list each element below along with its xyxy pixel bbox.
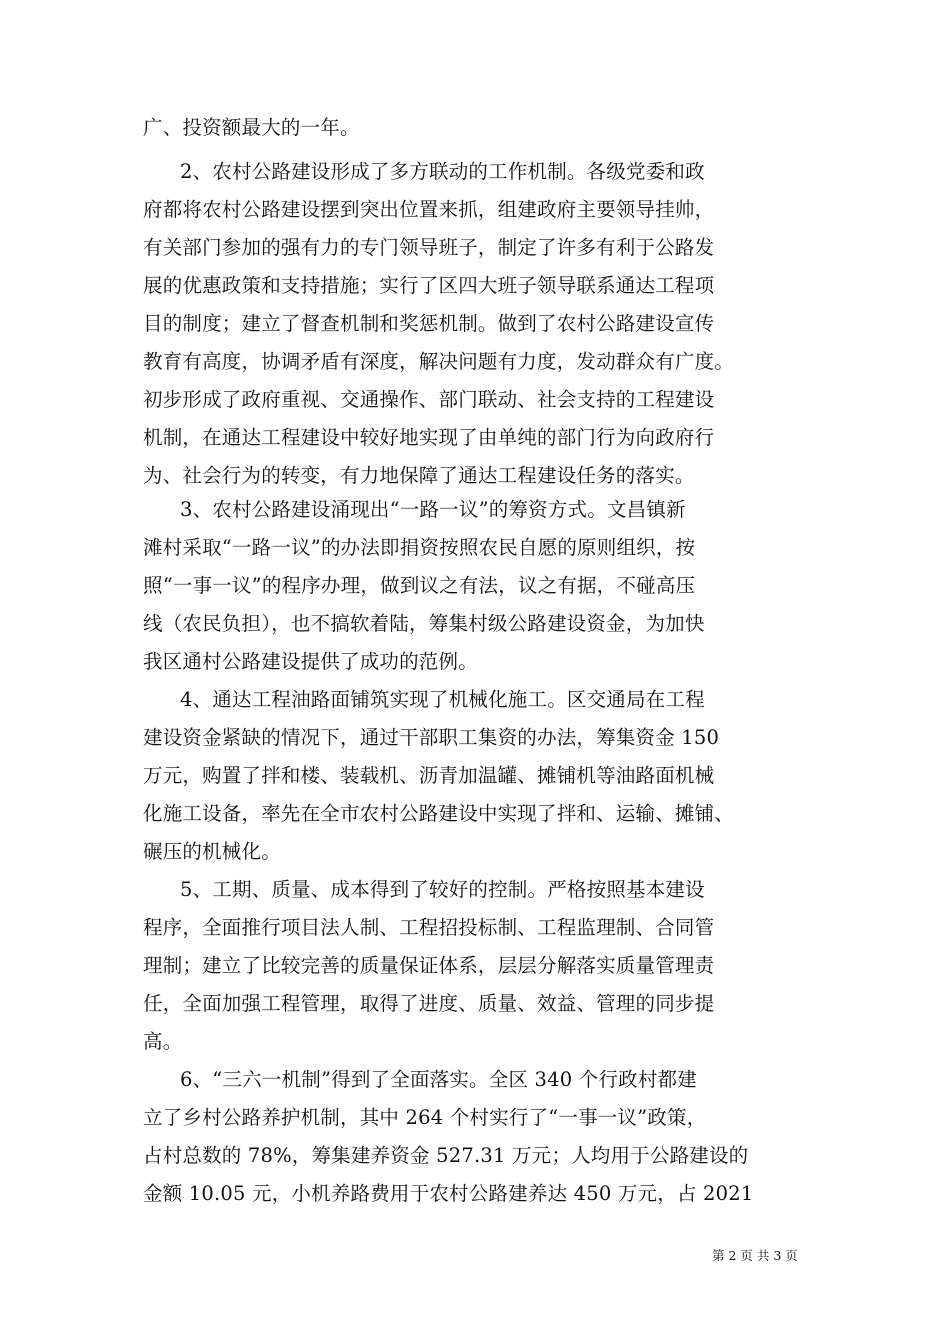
text-line: 高。 [143,1030,183,1053]
paragraph-4-first-line: 4、通达工程油路面铺筑实现了机械化施工。区交通局在工程 [180,688,705,711]
text-line: 有关部门参加的强有力的专门领导班子，制定了许多有利于公路发 [143,236,715,259]
paragraph-2-first-line: 2、农村公路建设形成了多方联动的工作机制。各级党委和政 [180,160,705,183]
text-line: 广、投资额最大的一年。 [143,116,360,139]
text-line: 占村总数的 78%，筹集建养资金 527.31 万元；人均用于公路建设的 [143,1144,749,1167]
text-line: 滩村采取“一路一议”的办法即捐资按照农民自愿的原则组织，按 [143,536,696,559]
text-line: 线（农民负担），也不搞软着陆，筹集村级公路建设资金，为加快 [143,612,705,635]
text-line: 目的制度；建立了督查机制和奖惩机制。做到了农村公路建设宣传 [143,312,715,335]
text-line: 建设资金紧缺的情况下，通过干部职工集资的办法，筹集资金 150 [143,726,720,749]
text-line: 府都将农村公路建设摆到突出位置来抓，组建政府主要领导挂帅， [143,198,715,221]
text-line: 初步形成了政府重视、交通操作、部门联动、社会支持的工程建设 [143,388,715,411]
text-line: 化施工设备，率先在全市农村公路建设中实现了拌和、运输、摊铺、 [143,802,735,825]
text-line: 金额 10.05 元，小机养路费用于农村公路建养达 450 万元，占 2021 [143,1182,754,1205]
text-line: 立了乡村公路养护机制，其中 264 个村实行了“一事一议”政策， [143,1106,707,1129]
text-line: 万元，购置了拌和楼、装载机、沥青加温罐、摊铺机等油路面机械 [143,764,715,787]
paragraph-6-first-line: 6、“三六一机制”得到了全面落实。全区 340 个行政村都建 [180,1068,697,1091]
text-line: 理制；建立了比较完善的质量保证体系，层层分解落实质量管理责 [143,954,715,977]
text-line: 照“一事一议”的程序办理，做到议之有法，议之有据，不碰高压 [143,574,696,597]
paragraph-5-first-line: 5、工期、质量、成本得到了较好的控制。严格按照基本建设 [180,878,705,901]
text-line: 程序，全面推行项目法人制、工程招投标制、工程监理制、合同管 [143,916,715,939]
page-number-footer: 第 2 页 共 3 页 [712,1248,798,1263]
text-line: 任，全面加强工程管理，取得了进度、质量、效益、管理的同步提 [143,992,715,1015]
text-line: 为、社会行为的转变，有力地保障了通达工程建设任务的落实。 [143,464,695,487]
text-line: 教育有高度，协调矛盾有深度，解决问题有力度，发动群众有广度。 [143,350,735,373]
text-line: 机制，在通达工程建设中较好地实现了由单纯的部门行为向政府行 [143,426,715,449]
text-line: 展的优惠政策和支持措施；实行了区四大班子领导联系通达工程项 [143,274,715,297]
paragraph-3-first-line: 3、农村公路建设涌现出“一路一议”的筹资方式。文昌镇新 [180,498,686,521]
text-line: 碾压的机械化。 [143,840,281,863]
text-line: 我区通村公路建设提供了成功的范例。 [143,650,478,673]
